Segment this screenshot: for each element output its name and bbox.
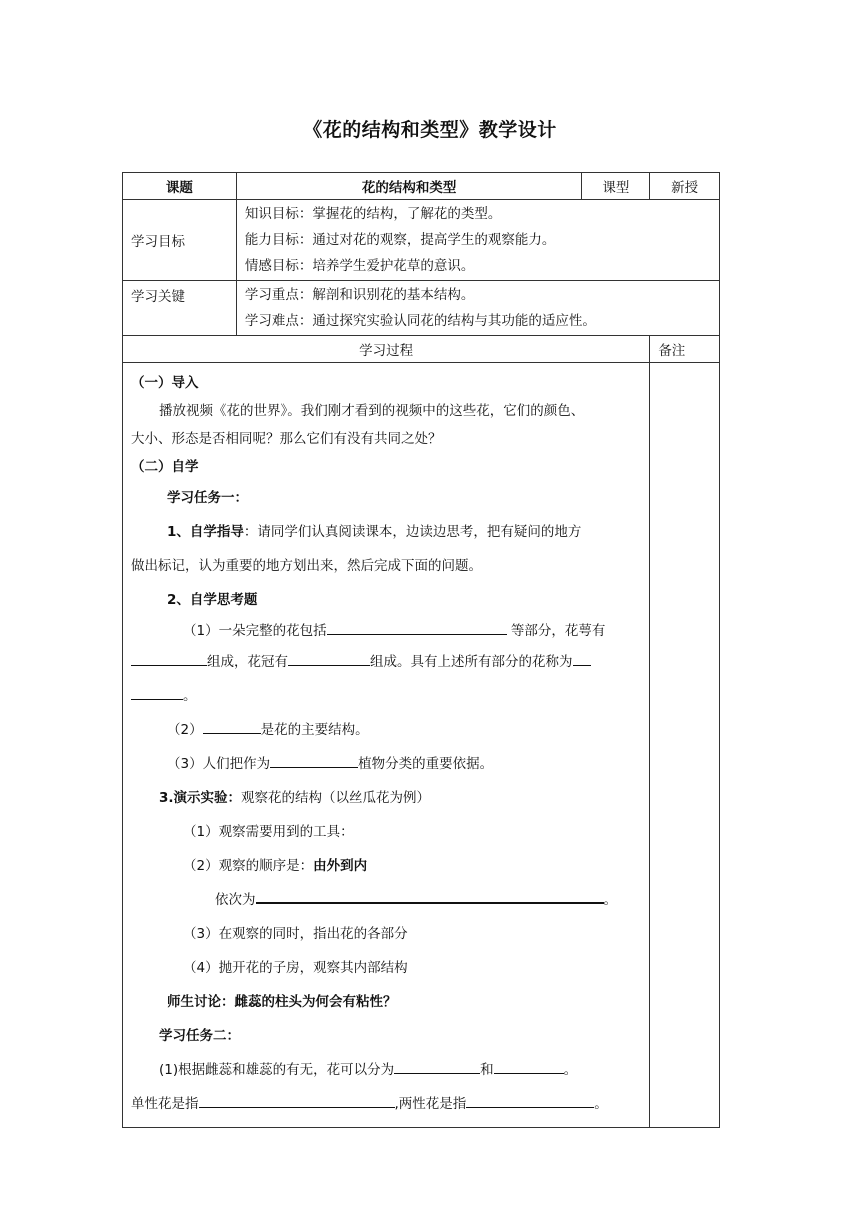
q3-part-a: （3）人们把作为 [167,756,271,772]
t2-part-b: 和 [480,1062,494,1078]
sequence-blank [256,887,604,904]
q1-part-d: 组成。具有上述所有部分的花称为 [370,654,573,670]
q1-blank-calyx [131,650,207,666]
topic-label: 课题 [123,173,237,200]
observe-tools: （1）观察需要用到的工具： [183,824,354,840]
question1-line3 [131,679,641,713]
self-study-heading: （二）自学 [131,459,199,475]
q1-blank-type-b [131,684,183,700]
obs2-part-c: 依次为 [215,892,256,908]
q2-blank [203,718,261,734]
difficulty-point: 学习难点：通过探究实验认同花的结构与其功能的适应性。 [244,313,596,329]
process-content [123,363,650,1128]
guide-text-1: ：请同学们认真阅读课本，边读边思考，把有疑问的地方 [243,524,582,540]
observe-sequence [131,883,641,917]
objectives-row [123,200,720,281]
demo-text: 观察花的结构（以丝瓜花为例） [241,790,431,806]
question3 [131,747,641,781]
objectives-content [236,200,719,281]
intro-text-line1: 播放视频《花的世界》。我们刚才看到的视频中的这些花，它们的颜色、 [159,403,585,419]
q1-blank-type-a [573,650,591,666]
demo-line [131,781,641,815]
observe-ovary: （4）抛开花的子房，观察其内部结构 [183,960,408,976]
task2-line2 [131,1087,641,1121]
ability-objective: 能力目标：通过对花的观察，提高学生的观察能力。 [244,232,556,248]
obs2-part-a: （2）观察的顺序是： [183,858,314,874]
question1-line1 [131,617,641,645]
emotion-objective: 情感目标：培养学生爱护花草的意识。 [244,258,475,274]
q1-part-c: 组成，花冠有 [207,654,288,670]
notes-content [650,363,720,1128]
q1-end: 。 [183,688,197,704]
t2-end2: 。 [594,1096,608,1112]
q3-blank [270,752,358,768]
topic-row [123,173,720,200]
q2-part-b: 是花的主要结构。 [260,722,369,738]
q1-blank-parts [327,619,507,635]
discussion: 师生讨论：雌蕊的柱头为何会有粘性？ [167,994,397,1010]
intro-text-line2: 大小、形态是否相同呢？那么它们有没有共同之处？ [131,431,442,447]
t2-part-c: 单性花是指 [131,1096,199,1112]
key-points-label: 学习关键 [123,281,237,336]
task2-heading: 学习任务二： [159,1028,240,1044]
topic-value: 花的结构和类型 [236,173,582,200]
lesson-type-value: 新授 [650,173,720,200]
observe-parts: （3）在观察的同时，指出花的各部分 [183,926,408,942]
lesson-type-label: 课型 [582,173,650,200]
t2-blank-1 [394,1058,480,1074]
think-heading: 2、自学思考题 [167,592,258,608]
q1-part-a: （1）一朵完整的花包括 [183,623,327,639]
observe-order [131,849,641,883]
q1-part-b: 等部分，花萼有 [506,623,606,639]
intro-heading: （一）导入 [131,375,199,391]
knowledge-objective: 知识目标：掌握花的结构，了解花的类型。 [244,206,502,222]
obs2-end: 。 [603,892,617,908]
process-label: 学习过程 [123,336,650,363]
obs2-order: 由外到内 [313,858,368,874]
t2-end: 。 [563,1062,578,1078]
q2-part-a: （2） [167,722,203,738]
guide-label: 1、自学指导 [167,524,244,540]
q3-part-b: 植物分类的重要依据。 [358,756,494,772]
document-title: 《花的结构和类型》教学设计 [303,119,557,141]
t2-blank-unisexual [199,1092,395,1108]
t2-blank-bisexual [466,1092,594,1108]
t2-part-d: ,两性花是指 [394,1096,467,1112]
t2-part-a: (1)根据雌蕊和雄蕊的有无，花可以分为 [159,1062,395,1078]
question2 [131,713,641,747]
objectives-label: 学习目标 [123,200,237,281]
demo-label: 3.演示实验： [159,790,242,806]
key-points-content [236,281,719,336]
t2-blank-2 [494,1058,564,1074]
focus-point: 学习重点：解剖和识别花的基本结构。 [244,287,475,303]
key-points-row [123,281,720,336]
question1-line2 [131,645,641,679]
notes-label: 备注 [650,336,720,363]
process-body-row [123,363,720,1128]
q1-blank-corolla [288,650,370,666]
lesson-plan-table [122,172,720,1128]
task2-line1 [131,1053,641,1087]
guide-line1 [131,515,641,549]
task1-heading: 学习任务一： [167,490,248,506]
process-header-row [123,336,720,363]
guide-line2: 做出标记，认为重要的地方划出来，然后完成下面的问题。 [131,558,482,574]
